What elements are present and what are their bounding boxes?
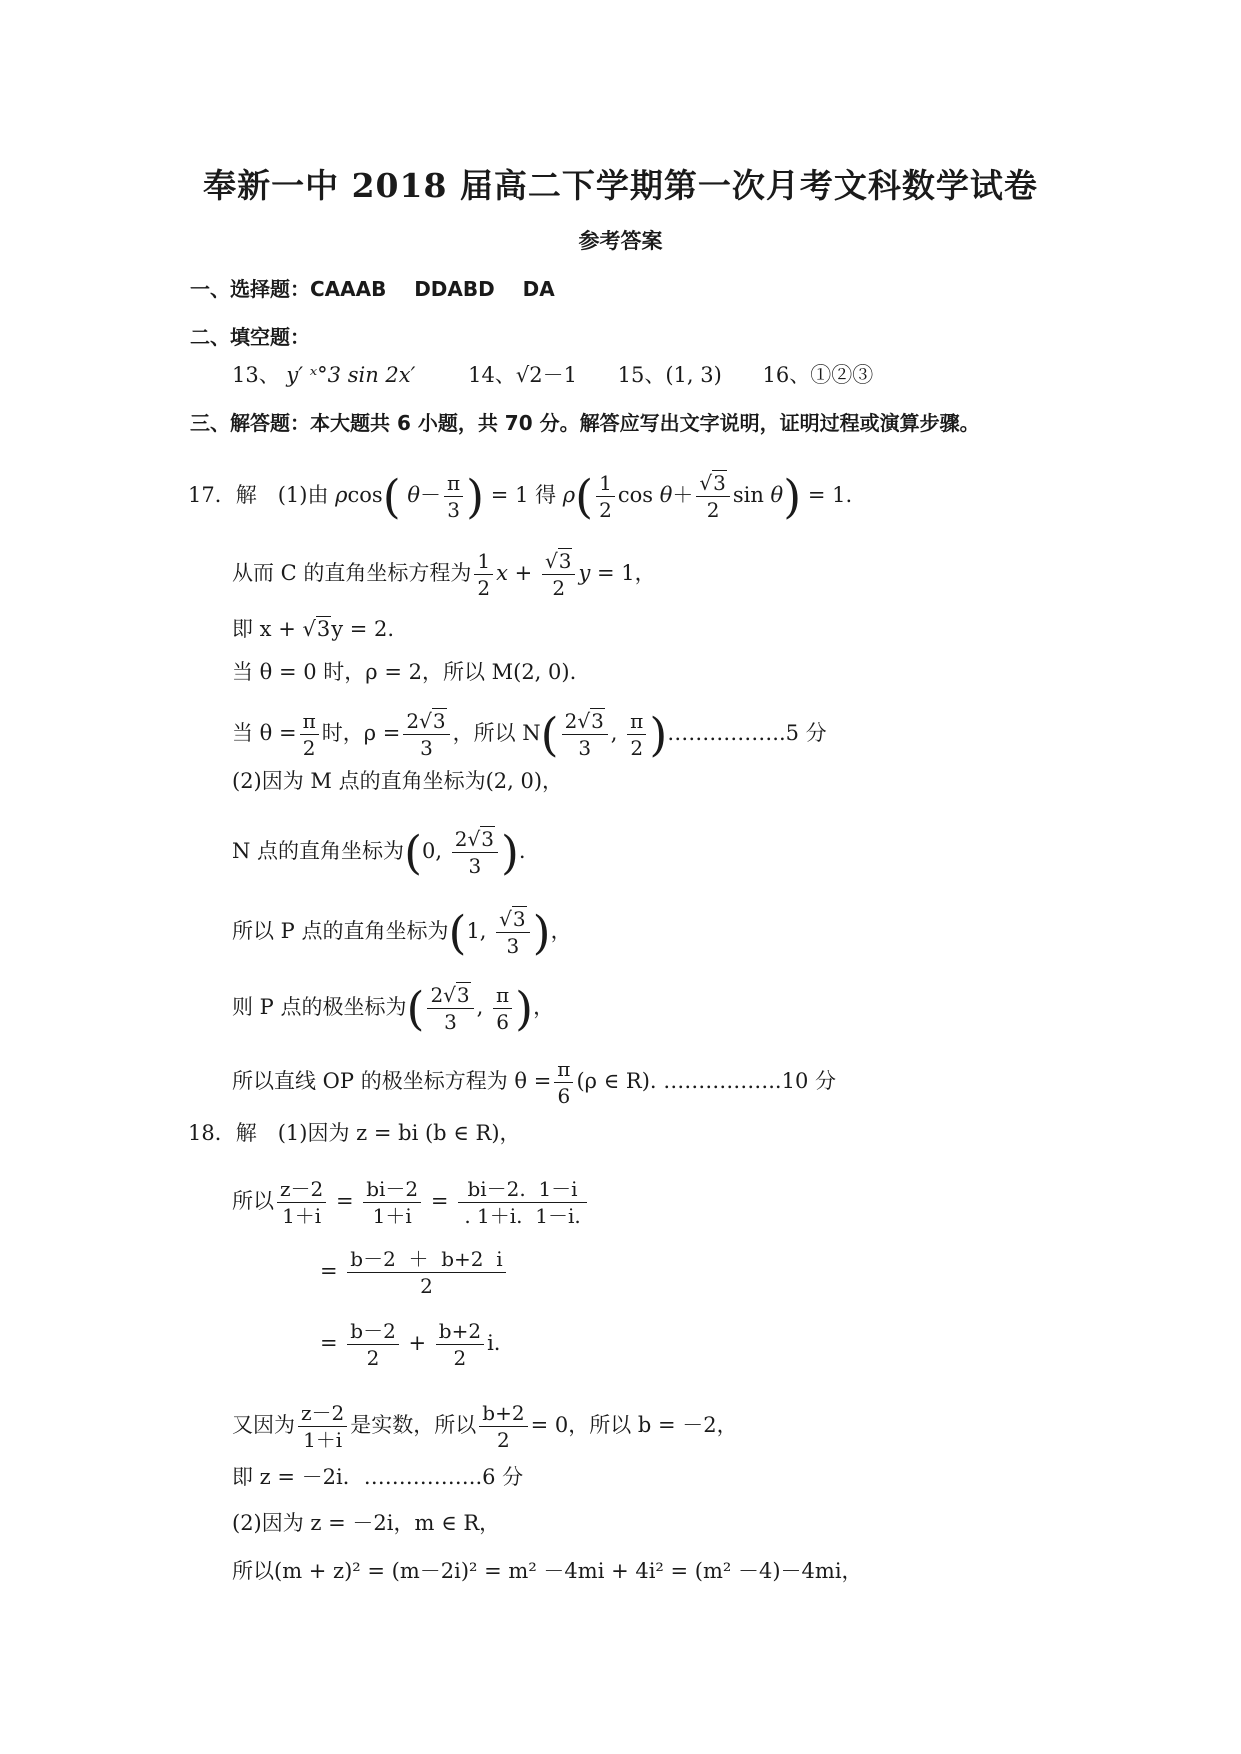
p18-line2: 所以 $\frac{z-2}{1+i}$ = $\frac{bi-2}{1+i}$ = $\frac{bi-2. 1-i}{. 1+i. 1-i.}$ [232, 1176, 590, 1229]
section-choice-answers: CAAAB DDABD DA [310, 277, 555, 301]
p17-line2: 从而 C 的直角坐标方程为 $\frac{1}{2}$ x + $\frac{√3}{2}$ y = 1， [232, 549, 656, 600]
p18-line3: = $\frac{b-2 + b+2 i}{2}$ [320, 1246, 509, 1299]
q13-answer: y′ ˣ°3 sin 2x′ [286, 363, 416, 387]
page-subtitle: 参考答案 [578, 228, 663, 253]
p18-line6: 即 z = －2i．……………..6 分 [232, 1465, 524, 1489]
p17-line6: (2)因为 M 点的直角坐标为(2, 0)， [232, 769, 564, 793]
sqrt-symbol: √ [515, 363, 530, 387]
q16-answer: 16、①②③ [762, 363, 874, 387]
q13-label: 13、 [232, 363, 280, 387]
p17-line3: 即 x + √3y = 2. [232, 617, 395, 641]
section-choice-label: 一、选择题： [190, 277, 310, 301]
p18-line7: (2)因为 z = －2i，m ∈ R， [232, 1511, 501, 1535]
section-choice [190, 274, 555, 304]
p18-line5: 又因为 $\frac{z-2}{1+i}$ 是实数，所以 $\frac{b+2}{2}$ = 0，所以 b = －2， [232, 1401, 738, 1452]
p17-line8: 所以 P 点的直角坐标为(1, $\frac{√3}{3}$ )， [232, 905, 572, 960]
frac-pi-3: $\frac{\pi}{3}$ [444, 470, 463, 523]
p17-line7: N 点的直角坐标为(0, $\frac{2√3}{3}$ ). [232, 825, 526, 880]
p18-line4: = $\frac{b-2}{2}$ + $\frac{b+2}{2}$ i. [320, 1319, 501, 1370]
p17-score-5: ……………..5 分 [667, 721, 827, 745]
q14-label: 14、 [468, 363, 516, 387]
p18-line8: 所以(m + z)² = (m－2i)² = m² －4mi + 4i² = (m² －4)－4mi， [232, 1559, 863, 1583]
q15-answer: 15、(1, 3) [617, 363, 722, 387]
page-title: 奉新一中 2018 届高二下学期第一次月考文科数学试卷 [203, 166, 1038, 205]
p17-line5: 当 θ = $\frac{\pi}{2}$ 时，ρ = $\frac{2√3}{3}$ ，所以 N( $\frac{2√3}{3}$ , $\frac{\pi}{2}$ )……………..5 分 [232, 707, 827, 762]
section-fill-label: 二、填空题： [190, 325, 310, 349]
p17-line10: 所以直线 OP 的极坐标方程为 θ = $\frac{\pi}{6}$ (ρ ∈ R). ……………..10 分 [232, 1057, 836, 1108]
p17-line4: 当 θ = 0 时，ρ = 2，所以 M(2, 0). [232, 660, 577, 684]
p17-line1: 17．解 (1)由 ρcos( θ－ $\frac{\pi}{3}$ ) = 1 得 ρ( $\frac{1}{2}$ cos θ＋ $\frac{√3}{2}$ sin θ) = 1. [188, 469, 853, 524]
section-solve-label: 三、解答题：本大题共 6 小题，共 70 分。解答应写出文字说明，证明过程或演算步骤。 [190, 411, 980, 435]
p17-score-10: (ρ ∈ R). ……………..10 分 [576, 1069, 836, 1093]
p18-line1: 18．解 (1)因为 z = bi (b ∈ R)， [188, 1121, 521, 1145]
p17-line9: 则 P 点的极坐标为( $\frac{2√3}{3}$ , $\frac{\pi}{6}$ )， [232, 981, 555, 1036]
q14-answer: 2－1 [529, 363, 577, 387]
section-fill-answers [232, 360, 873, 390]
